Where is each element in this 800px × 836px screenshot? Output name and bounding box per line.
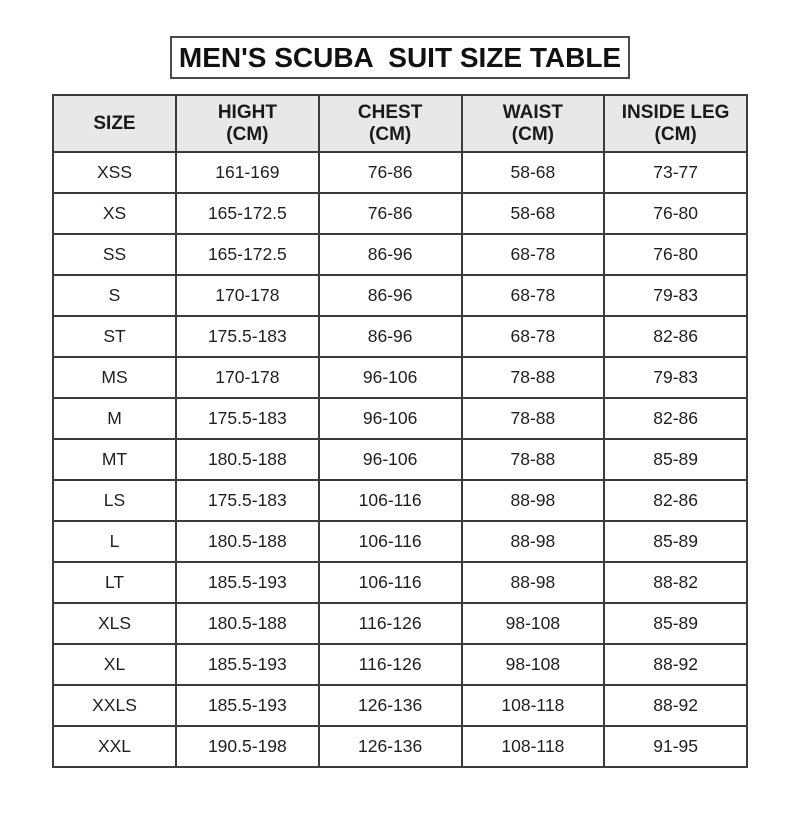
value-cell: 180.5-188 xyxy=(176,603,319,644)
value-cell: 108-118 xyxy=(462,726,605,767)
column-header-unit: (CM) xyxy=(369,123,412,145)
size-cell: XXLS xyxy=(53,685,176,726)
value-cell: 86-96 xyxy=(319,234,462,275)
size-cell: M xyxy=(53,398,176,439)
table-body xyxy=(53,152,747,767)
column-header-chest xyxy=(319,95,462,152)
value-cell: 96-106 xyxy=(319,439,462,480)
value-cell: 78-88 xyxy=(462,357,605,398)
value-cell: 68-78 xyxy=(462,275,605,316)
value-cell: 78-88 xyxy=(462,439,605,480)
table-row xyxy=(53,439,747,480)
column-header-label: WAIST xyxy=(502,101,563,123)
value-cell: 82-86 xyxy=(604,398,747,439)
value-cell: 185.5-193 xyxy=(176,562,319,603)
size-cell: ST xyxy=(53,316,176,357)
value-cell: 76-86 xyxy=(319,152,462,193)
value-cell: 116-126 xyxy=(319,644,462,685)
table-row xyxy=(53,152,747,193)
value-cell: 88-92 xyxy=(604,644,747,685)
column-header-label: HIGHT xyxy=(217,101,277,123)
size-cell: SS xyxy=(53,234,176,275)
value-cell: 68-78 xyxy=(462,234,605,275)
value-cell: 85-89 xyxy=(604,521,747,562)
column-header-size xyxy=(53,95,176,152)
column-header-waist xyxy=(462,95,605,152)
table-row xyxy=(53,398,747,439)
value-cell: 86-96 xyxy=(319,316,462,357)
value-cell: 76-80 xyxy=(604,234,747,275)
table-header xyxy=(53,95,747,152)
column-header-hight xyxy=(176,95,319,152)
table-row xyxy=(53,234,747,275)
value-cell: 82-86 xyxy=(604,480,747,521)
value-cell: 175.5-183 xyxy=(176,316,319,357)
size-cell: XS xyxy=(53,193,176,234)
size-cell: L xyxy=(53,521,176,562)
size-table xyxy=(52,94,748,768)
table-row xyxy=(53,685,747,726)
table-row xyxy=(53,726,747,767)
value-cell: 170-178 xyxy=(176,275,319,316)
value-cell: 175.5-183 xyxy=(176,398,319,439)
value-cell: 58-68 xyxy=(462,152,605,193)
table-row xyxy=(53,316,747,357)
value-cell: 96-106 xyxy=(319,398,462,439)
value-cell: 180.5-188 xyxy=(176,521,319,562)
table-header-row xyxy=(53,95,747,152)
value-cell: 106-116 xyxy=(319,480,462,521)
value-cell: 108-118 xyxy=(462,685,605,726)
value-cell: 58-68 xyxy=(462,193,605,234)
value-cell: 175.5-183 xyxy=(176,480,319,521)
value-cell: 185.5-193 xyxy=(176,685,319,726)
page-title: MEN'S SCUBA SUIT SIZE TABLE xyxy=(178,41,622,73)
value-cell: 68-78 xyxy=(462,316,605,357)
table-row xyxy=(53,193,747,234)
table-row xyxy=(53,521,747,562)
value-cell: 88-98 xyxy=(462,521,605,562)
value-cell: 170-178 xyxy=(176,357,319,398)
size-cell: MT xyxy=(53,439,176,480)
value-cell: 106-116 xyxy=(319,521,462,562)
table-row xyxy=(53,603,747,644)
value-cell: 88-82 xyxy=(604,562,747,603)
value-cell: 79-83 xyxy=(604,357,747,398)
column-header-label: CHEST xyxy=(357,101,423,123)
value-cell: 76-86 xyxy=(319,193,462,234)
value-cell: 180.5-188 xyxy=(176,439,319,480)
table-row xyxy=(53,480,747,521)
size-cell: S xyxy=(53,275,176,316)
table-row xyxy=(53,562,747,603)
table-row xyxy=(53,644,747,685)
value-cell: 190.5-198 xyxy=(176,726,319,767)
column-header-unit: (CM) xyxy=(511,123,554,145)
value-cell: 96-106 xyxy=(319,357,462,398)
size-cell: LT xyxy=(53,562,176,603)
value-cell: 185.5-193 xyxy=(176,644,319,685)
table-row xyxy=(53,275,747,316)
value-cell: 91-95 xyxy=(604,726,747,767)
size-cell: XXL xyxy=(53,726,176,767)
value-cell: 85-89 xyxy=(604,603,747,644)
column-header-label: SIZE xyxy=(93,112,136,134)
value-cell: 86-96 xyxy=(319,275,462,316)
value-cell: 126-136 xyxy=(319,726,462,767)
value-cell: 106-116 xyxy=(319,562,462,603)
value-cell: 98-108 xyxy=(462,603,605,644)
value-cell: 73-77 xyxy=(604,152,747,193)
size-cell: XSS xyxy=(53,152,176,193)
size-chart-page xyxy=(0,36,800,836)
value-cell: 88-92 xyxy=(604,685,747,726)
column-header-unit: (CM) xyxy=(654,123,697,145)
column-header-label: INSIDE LEG xyxy=(621,101,730,123)
value-cell: 88-98 xyxy=(462,480,605,521)
size-cell: XL xyxy=(53,644,176,685)
value-cell: 126-136 xyxy=(319,685,462,726)
value-cell: 88-98 xyxy=(462,562,605,603)
column-header-inside-leg xyxy=(604,95,747,152)
size-cell: MS xyxy=(53,357,176,398)
value-cell: 76-80 xyxy=(604,193,747,234)
table-row xyxy=(53,357,747,398)
title-box xyxy=(170,36,630,79)
value-cell: 82-86 xyxy=(604,316,747,357)
column-header-unit: (CM) xyxy=(226,123,269,145)
value-cell: 116-126 xyxy=(319,603,462,644)
value-cell: 79-83 xyxy=(604,275,747,316)
value-cell: 98-108 xyxy=(462,644,605,685)
size-cell: XLS xyxy=(53,603,176,644)
value-cell: 78-88 xyxy=(462,398,605,439)
value-cell: 161-169 xyxy=(176,152,319,193)
value-cell: 85-89 xyxy=(604,439,747,480)
value-cell: 165-172.5 xyxy=(176,193,319,234)
value-cell: 165-172.5 xyxy=(176,234,319,275)
size-cell: LS xyxy=(53,480,176,521)
